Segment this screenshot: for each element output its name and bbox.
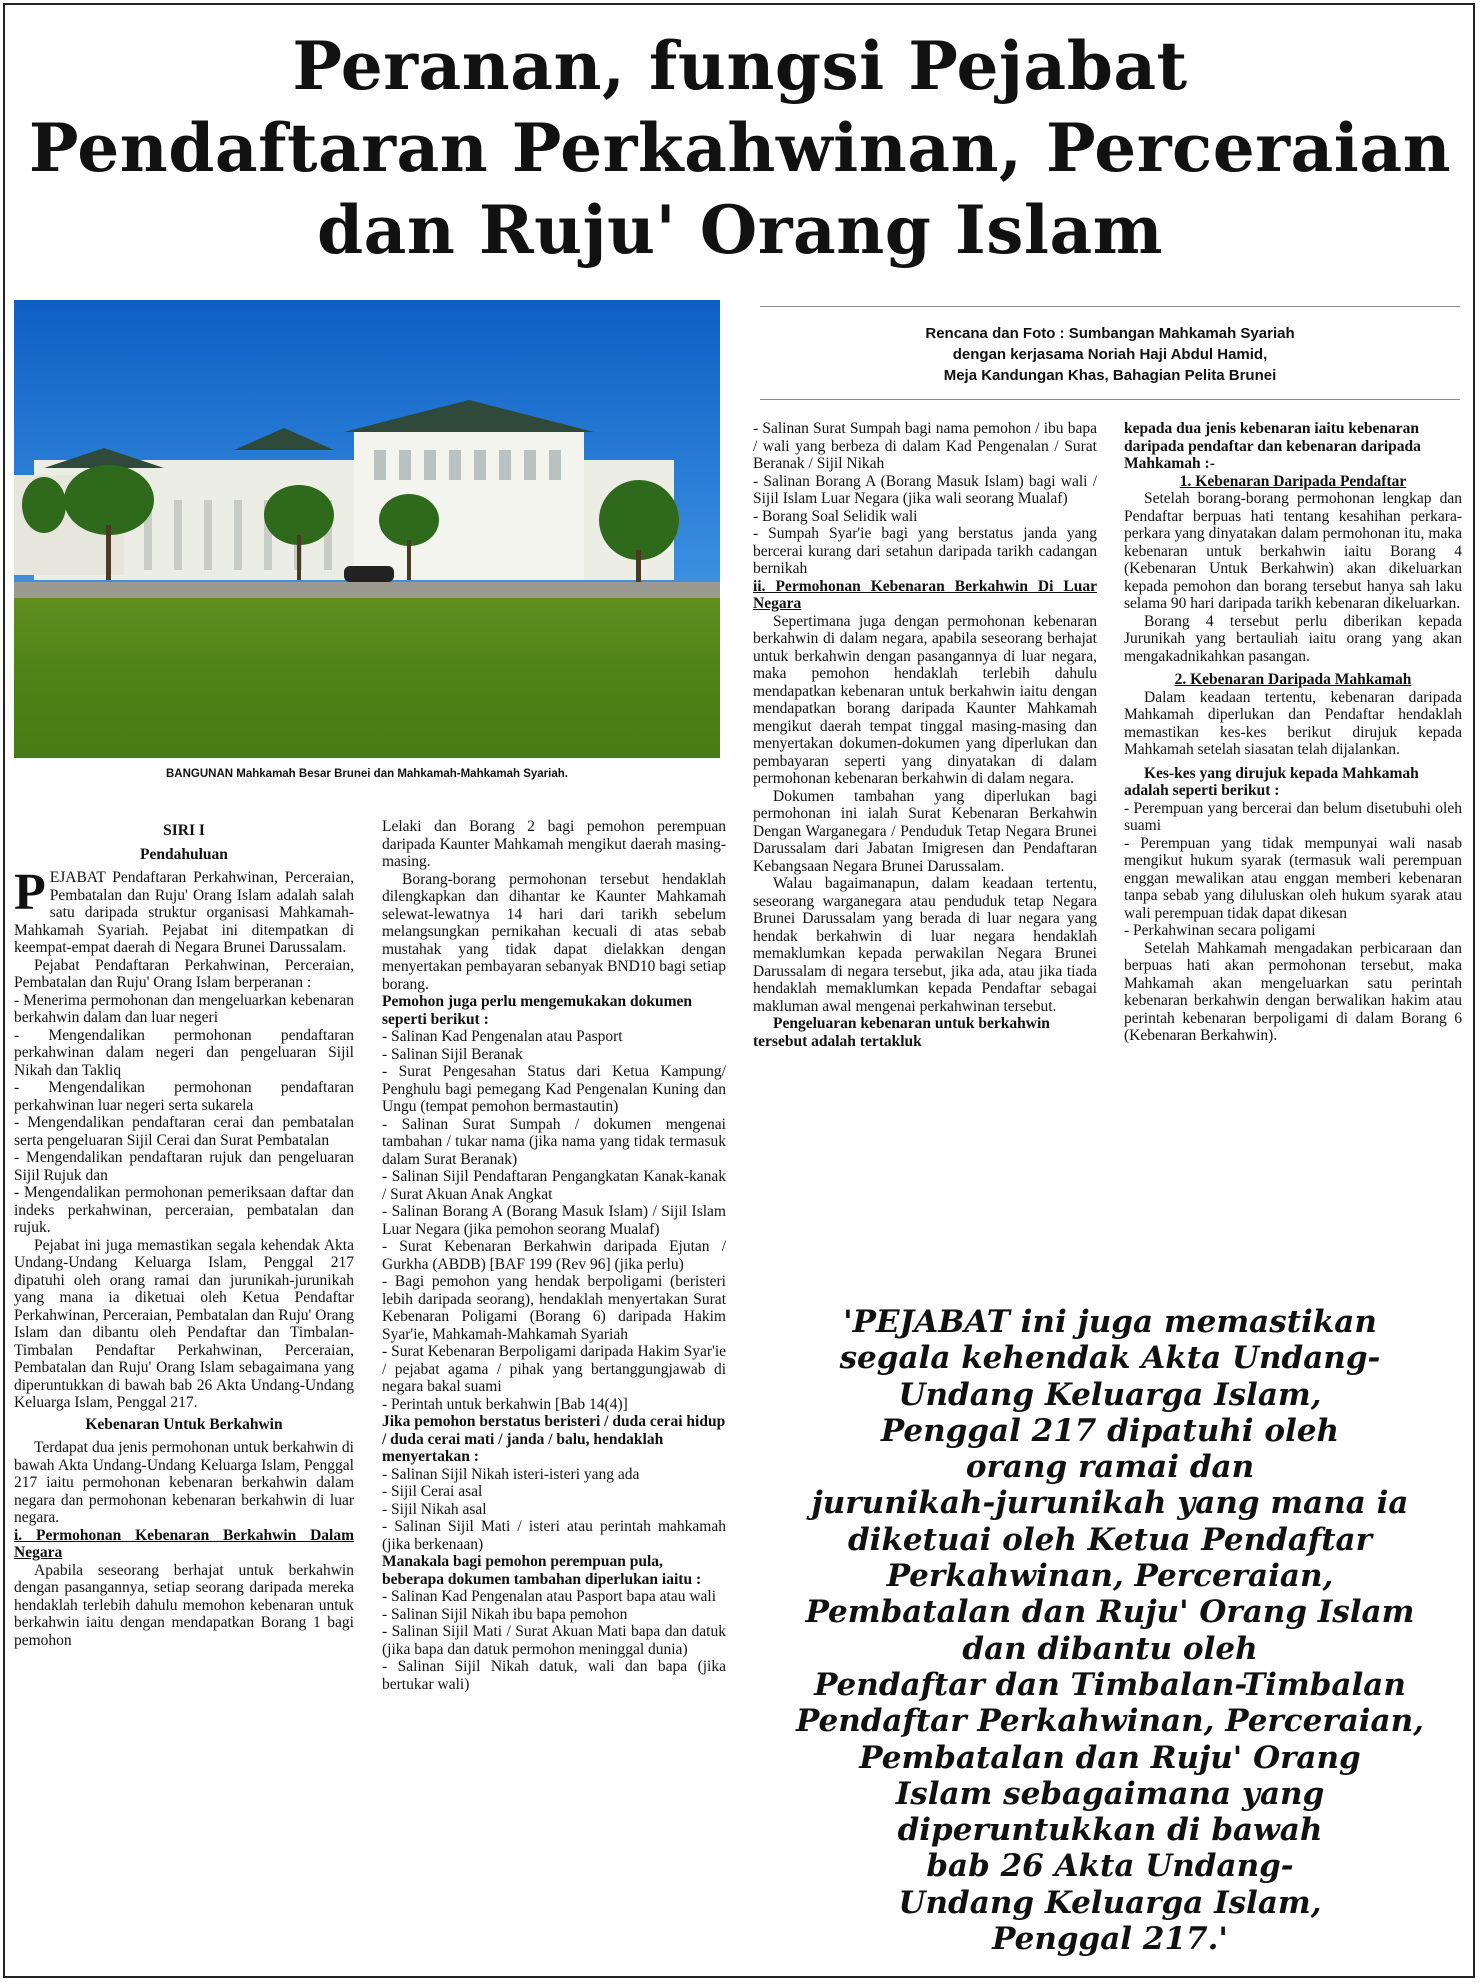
list-item: - Borang Soal Selidik wali bbox=[753, 507, 918, 525]
article-column-4 bbox=[1124, 420, 1462, 1045]
section-heading: Kes-kes yang dirujuk kepada Mahkamah adalah seperti berikut : bbox=[1124, 764, 1419, 799]
quote-line: Islam sebagaimana yang bbox=[895, 1775, 1325, 1812]
list-item: - Perempuan yang bercerai dan belum disetubuhi oleh suami bbox=[1124, 799, 1462, 834]
list-item: - Salinan Sijil Mati / isteri atau perintah mahkamah (jika berkenaan) bbox=[382, 1518, 726, 1553]
series-label: SIRI I bbox=[163, 822, 205, 839]
list-item: - Menerima permohonan dan mengeluarkan kebenaran berkahwin dalam dan luar negeri bbox=[14, 991, 354, 1026]
quote-line: diketuai oleh Ketua Pendaftar bbox=[848, 1521, 1372, 1558]
paragraph: Dalam keadaan tertentu, kebenaran daripada Mahkamah diperlukan dan Pendaftar hendaklah memastikan kes-kes berikut dirujuk kepada Mahkamah setelah siasatan telah dijalankan. bbox=[1124, 688, 1462, 758]
quote-line: dan dibantu oleh bbox=[962, 1630, 1258, 1667]
list-item: - Bagi pemohon yang hendak berpoligami (beristeri lebih daripada seorang), hendaklah menyertakan Surat Kebenaran Poligami (Borang 6) daripada Hakim Syar'ie, Mahkamah-Mahkamah Syariah bbox=[382, 1273, 726, 1343]
list-item: - Salinan Surat Sumpah bagi nama pemohon / ibu bapa / wali yang berbeza di dalam Kad Pengenalan / Surat Beranak / Sijil Nikah bbox=[753, 420, 1097, 472]
section-heading: Jika pemohon berstatus beristeri / duda cerai hidup / duda cerai mati / janda / balu, hendaklah menyertakan : bbox=[382, 1413, 726, 1465]
list-item: - Salinan Borang A (Borang Masuk Islam) / Sijil Islam Luar Negara (jika pemohon seorang Mualaf) bbox=[382, 1203, 726, 1238]
paragraph: Terdapat dua jenis permohonan untuk berkahwin di bawah Akta Undang-Undang Keluarga Islam, Penggal 217 iaitu permohonan kebenaran berkahwin dalam negara dan permohonan kebenaran berkahwin di luar negara. bbox=[14, 1439, 354, 1526]
list-item: - Salinan Borang A (Borang Masuk Islam) bagi wali / Sijil Islam Luar Negara (jika wali seorang Mualaf) bbox=[753, 472, 1097, 507]
divider bbox=[760, 306, 1460, 307]
section-heading: Manakala bagi pemohon perempuan pula, beberapa dokumen tambahan diperlukan iaitu : bbox=[382, 1553, 702, 1588]
quote-line: Pendaftar Perkahwinan, Perceraian, bbox=[796, 1703, 1424, 1740]
list-item: - Salinan Sijil Beranak bbox=[382, 1045, 523, 1063]
paragraph: Pejabat Pendaftaran Perkahwinan, Perceraian, Pembatalan dan Ruju' Orang Islam berperanan : bbox=[14, 956, 354, 991]
section-heading: Kebenaran Untuk Berkahwin bbox=[85, 1415, 283, 1433]
paragraph: Apabila seseorang berhajat untuk berkahwin dengan pasangannya, setiap seorang daripada mereka hendaklah terlebih dahulu memohon kebenaran untuk berkahwin iaitu dengan mendapatkan Borang 1 bagi pemohon bbox=[14, 1561, 354, 1649]
paragraph: Setelah Mahkamah mengadakan perbicaraan dan berpuas hati akan permohonan tersebut, maka Mahkamah akan mengeluarkan satu perintah kebenaran berkahwin dengan berwalikan hakim atau perintah kebenaran berpoligami di dalam Borang 6 (Kebenaran Berkahwin). bbox=[1124, 939, 1462, 1044]
list-item: - Sijil Cerai asal bbox=[382, 1483, 483, 1500]
quote-line: diperuntukkan di bawah bbox=[897, 1812, 1323, 1849]
list-item: - Salinan Sijil Mati / Surat Akuan Mati bapa dan datuk (jika bapa dan datuk permohon meninggal dunia) bbox=[382, 1623, 726, 1658]
list-item: - Salinan Kad Pengenalan atau Pasport bbox=[382, 1028, 623, 1045]
paragraph-text: EJABAT Pendaftaran Perkahwinan, Perceraian, Pembatalan dan Ruju' Orang Islam adalah salah satu daripada struktur organisasi Mahkamah-Mahkamah Syariah. Pejabat ini ditempatkan di keempat-empat daerah di Negara Brunei Darussalam. bbox=[14, 869, 354, 956]
drop-cap: P bbox=[14, 864, 46, 921]
list-item: - Salinan Surat Sumpah / dokumen mengenai tambahan / tukar nama (jika nama yang tidak termasuk dalam Surat Beranak) bbox=[382, 1115, 726, 1168]
divider bbox=[760, 399, 1460, 400]
quote-line: Undang Keluarga Islam, bbox=[898, 1884, 1322, 1921]
paragraph: Dokumen tambahan yang diperlukan bagi permohonan ini ialah Surat Kebenaran Berkahwin Dengan Warganegara / Penduduk Tetap Negara Brunei Darussalam dari Jabatan Imigresen dan Pendaftaran Kebangsaan Negara Brunei Darussalam. bbox=[753, 787, 1097, 875]
paragraph: Lelaki dan Borang 2 bagi pemohon perempuan daripada Kaunter Mahkamah mengikut daerah masing-masing. bbox=[382, 818, 726, 870]
headline bbox=[0, 25, 1480, 271]
credit-line: dengan kerjasama Noriah Haji Abdul Hamid, bbox=[952, 346, 1268, 363]
list-item: - Salinan Sijil Nikah datuk, wali dan bapa (jika bertukar wali) bbox=[382, 1658, 726, 1693]
list-item: - Salinan Sijil Nikah ibu bapa pemohon bbox=[382, 1605, 628, 1623]
article-column-1 bbox=[14, 818, 354, 1649]
article-column-2 bbox=[382, 818, 726, 1693]
court-building-illustration bbox=[14, 300, 720, 758]
subsection-heading: ii. Permohonan Kebenaran Berkahwin Di Luar Negara bbox=[753, 577, 1097, 612]
pull-quote bbox=[760, 1304, 1460, 1957]
list-item: - Perkahwinan secara poligami bbox=[1124, 922, 1316, 939]
list-item: - Salinan Sijil Nikah isteri-isteri yang ada bbox=[382, 1465, 640, 1483]
quote-line: bab 26 Akta Undang- bbox=[926, 1848, 1294, 1885]
paragraph: Setelah borang-borang permohonan lengkap dan Pendaftar berpuas hati tentang kesahihan perkara-perkara yang dinyatakan dalam permohonan itu, maka kebenaran untuk berkahwin iaitu Borang 4 (Kebenaran Untuk Berkahwin) akan dikeluarkan kepada pemohon dan borang tersebut hanya sah laku selama 90 hari daripada tarikh kebenaran dikeluarkan. bbox=[1124, 490, 1462, 612]
list-item: - Surat Kebenaran Berpoligami daripada Hakim Syar'ie / pejabat agama / pihak yang bertanggungjawab di negara bakal suami bbox=[382, 1343, 726, 1395]
paragraph: Sepertimana juga dengan permohonan kebenaran berkahwin di dalam negara, apabila seseorang berhajat untuk berkahwin dengan pasangannya di luar negara, maka pemohon hendaklah terlebih dahulu mendapatkan kebenaran untuk berkahwin iaitu dengan mendapatkan borang daripada Kaunter Mahkamah mengikut daerah tempat tinggal masing-masing dan menyertakan dokumen-dokumen yang diperlukan dan pembayaran seperti yang dinyatakan di dalam permohonan kebenaran berkahwin di dalam negara. bbox=[753, 612, 1097, 787]
section-heading: Pendahuluan bbox=[140, 845, 228, 863]
quote-line: Undang Keluarga Islam, bbox=[898, 1376, 1322, 1413]
paragraph bbox=[14, 864, 354, 957]
section-heading: Pengeluaran kebenaran untuk berkahwin tersebut adalah tertakluk bbox=[753, 1015, 1050, 1050]
list-item: - Perintah untuk berkahwin [Bab 14(4)] bbox=[382, 1395, 628, 1413]
quote-line: Perkahwinan, Perceraian, bbox=[886, 1558, 1334, 1595]
list-item: - Sumpah Syar'ie bagi yang berstatus janda yang bercerai kurang dari setahun daripada tarikh cadangan bernikah bbox=[753, 525, 1097, 577]
headline-line: Peranan, fungsi Pejabat bbox=[292, 27, 1188, 105]
paragraph: Walau bagaimanapun, dalam keadaan tertentu, seseorang warganegara atau penduduk tetap Negara Brunei Darussalam yang berada di luar negara yang hendak berkahwin di luar negara hendaklah memaklumkan kepada perwakilan Negara Brunei Darussalam di negara tersebut, jika ada, atau jika tiada hendaklah memaklumkan kepada Pendaftar sebagai makluman awal mengenai perkahwinan tersebut. bbox=[753, 875, 1097, 1015]
headline-line: dan Ruju' Orang Islam bbox=[316, 191, 1164, 269]
headline-line: Pendaftaran Perkahwinan, Perceraian bbox=[28, 109, 1452, 187]
article-credit bbox=[760, 323, 1460, 386]
paragraph: Borang-borang permohonan tersebut hendaklah dilengkapkan dan dihantar ke Kaunter Mahkamah selewat-lewatnya 14 hari dari tarikh sebelum melangsungkan pernikahan kecuali di atas sebab mustahak yang tidak dapat dielakkan dengan menyertakan pembayaran sebanyak BND10 bagi setiap borang. bbox=[382, 870, 726, 993]
court-building-photo bbox=[14, 300, 720, 758]
list-item: - Surat Kebenaran Berkahwin daripada Ejutan / Gurkha (ABDB) [BAF 199 (Rev 96] (jika perlu) bbox=[382, 1238, 726, 1273]
list-item: - Mengendalikan permohonan pendaftaran perkahwinan dalam negeri dan pengeluaran Sijil Nikah dan Takliq bbox=[14, 1026, 354, 1079]
subsection-heading: 2. Kebenaran Daripada Mahkamah bbox=[1174, 671, 1412, 688]
list-item: - Sijil Nikah asal bbox=[382, 1500, 487, 1518]
quote-line: jurunikah-jurunikah yang mana ia bbox=[811, 1485, 1409, 1522]
list-item: - Mengendalikan pendaftaran cerai dan pembatalan serta pengeluaran Sijil Cerai dan Surat Pembatalan bbox=[14, 1114, 354, 1149]
quote-line: 'PEJABAT ini juga memastikan bbox=[843, 1304, 1377, 1340]
list-item: - Surat Pengesahan Status dari Ketua Kampung/ Penghulu bagi pemegang Kad Pengenalan Kuning dan Ungu (tempat pemohon bermastautin) bbox=[382, 1063, 726, 1115]
list-item: - Salinan Kad Pengenalan atau Pasport bapa atau wali bbox=[382, 1588, 716, 1605]
list-item: - Mengendalikan permohonan pemeriksaan daftar dan indeks perkahwinan, perceraian, pembatalan dan rujuk. bbox=[14, 1184, 354, 1236]
quote-line: Pembatalan dan Ruju' Orang bbox=[859, 1739, 1361, 1776]
credit-line: Meja Kandungan Khas, Bahagian Pelita Brunei bbox=[943, 367, 1277, 384]
photo-caption: BANGUNAN Mahkamah Besar Brunei dan Mahkamah-Mahkamah Syariah. bbox=[166, 768, 568, 780]
quote-line: orang ramai dan bbox=[965, 1449, 1255, 1486]
paragraph: Borang 4 tersebut perlu diberikan kepada Jurunikah yang bertauliah iaitu orang yang akan mengakadnikahkan pasangan. bbox=[1124, 612, 1462, 665]
list-item: - Mengendalikan permohonan pendaftaran perkahwinan luar negeri serta sukarela bbox=[14, 1079, 354, 1114]
article-column-3 bbox=[753, 420, 1097, 1050]
list-item: - Salinan Sijil Pendaftaran Pengangkatan Kanak-kanak / Surat Akuan Anak Angkat bbox=[382, 1168, 726, 1203]
section-heading: Pemohon juga perlu mengemukakan dokumen seperti berikut : bbox=[382, 993, 693, 1028]
quote-line: Penggal 217.' bbox=[992, 1921, 1228, 1958]
subsection-heading: 1. Kebenaran Daripada Pendaftar bbox=[1179, 472, 1407, 490]
quote-line: Penggal 217 dipatuhi oleh bbox=[880, 1412, 1340, 1449]
subsection-heading: i. Permohonan Kebenaran Berkahwin Dalam Negara bbox=[14, 1526, 354, 1561]
paragraph: Pejabat ini juga memastikan segala kehendak Akta Undang-Undang Keluarga Islam, Penggal 217 dipatuhi oleh orang ramai dan jurunikah-jurunikah yang mana ia diketuai oleh Ketua Pendaftar Perkahwinan, Perceraian, Pembatalan dan Ruju' Orang Islam dan dibantu oleh Pendaftar dan Timbalan-Timbalan Pendaftar Perkahwinan, Perceraian, Pembatalan dan Ruju' Orang Islam sebagaimana yang diperuntukkan di bawah bab 26 Akta Undang-Undang Keluarga Islam, Penggal 217. bbox=[14, 1236, 354, 1411]
quote-line: Pembatalan dan Ruju' Orang Islam bbox=[805, 1594, 1415, 1631]
section-heading: kepada dua jenis kebenaran iaitu kebenaran daripada pendaftar dan kebenaran daripada Mahkamah :- bbox=[1124, 420, 1421, 472]
credit-line: Rencana dan Foto : Sumbangan Mahkamah Syariah bbox=[925, 325, 1295, 342]
list-item: - Mengendalikan pendaftaran rujuk dan pengeluaran Sijil Rujuk dan bbox=[14, 1149, 354, 1184]
quote-line: segala kehendak Akta Undang- bbox=[839, 1340, 1381, 1377]
quote-line: Pendaftar dan Timbalan-Timbalan bbox=[814, 1666, 1406, 1703]
list-item: - Perempuan yang tidak mempunyai wali nasab mengikut hukum syarak (termasuk wali perempuan enggan mewalikan atau enggan memberi kebenaran tanpa sebab yang diluluskan oleh hukum syarak atau wali perempuan tidak dapat dikesan bbox=[1124, 834, 1462, 922]
